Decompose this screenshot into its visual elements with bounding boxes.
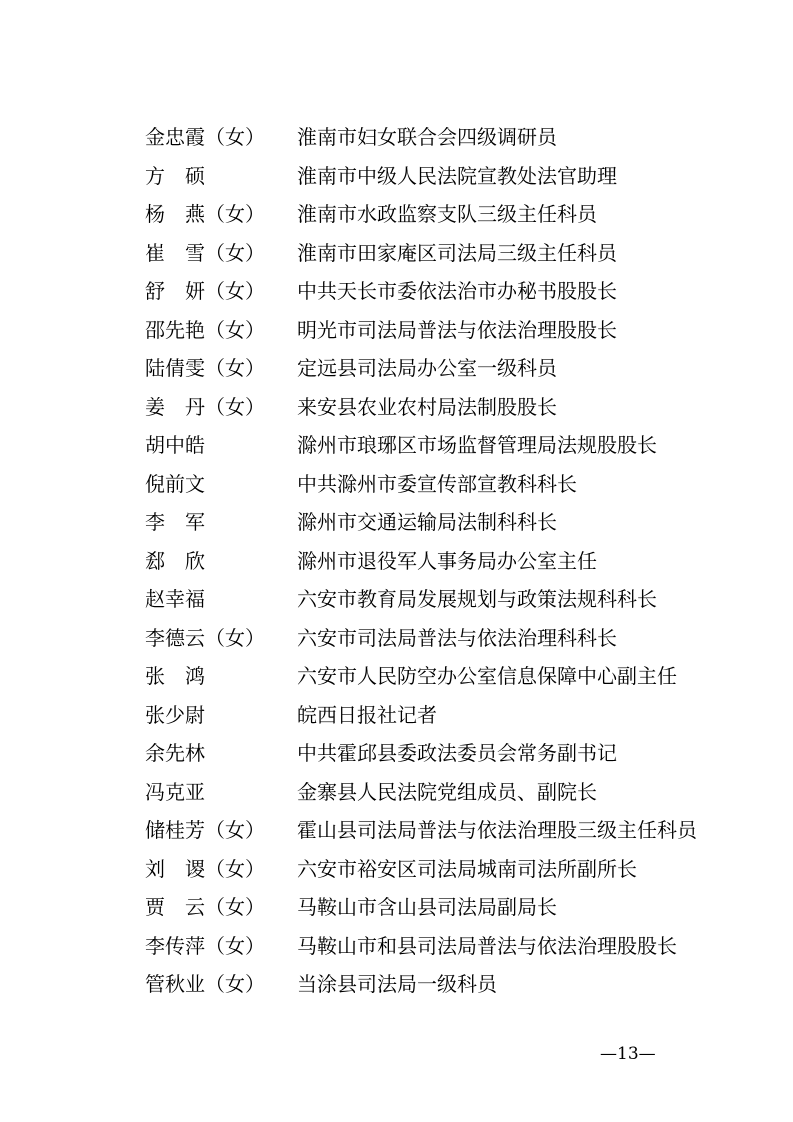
person-title: 六安市裕安区司法局城南司法所副所长	[297, 856, 637, 881]
person-name: 赵幸福	[145, 587, 205, 611]
page-number: —13—	[600, 1044, 656, 1064]
person-title: 明光市司法局普法与依法治理股股长	[297, 317, 617, 342]
person-title: 六安市教育局发展规划与政策法规科科长	[297, 587, 657, 611]
person-title: 淮南市水政监察支队三级主任科员	[297, 202, 597, 226]
list-item	[145, 811, 745, 850]
person-title: 滁州市退役军人事务局办公室主任	[297, 548, 597, 573]
person-name: 余先林	[145, 741, 205, 765]
person-name: 金忠霞（女）	[145, 125, 265, 149]
person-name: 邵先艳（女）	[145, 317, 265, 342]
person-name: 胡中皓	[145, 433, 205, 457]
person-title: 六安市司法局普法与依法治理科科长	[297, 625, 617, 650]
list-item	[145, 542, 745, 581]
list-item	[145, 426, 745, 465]
person-name: 李 军	[145, 510, 205, 534]
list-item	[145, 696, 745, 735]
person-name: 崔 雪（女）	[145, 240, 265, 265]
person-title: 马鞍山市含山县司法局副局长	[297, 895, 557, 919]
person-title: 中共天长市委依法治市办秘书股股长	[297, 279, 617, 303]
person-name: 姜 丹（女）	[145, 394, 265, 419]
person-name: 杨 燕（女）	[145, 202, 265, 226]
person-title: 淮南市妇女联合会四级调研员	[297, 125, 557, 149]
list-item	[145, 195, 745, 234]
list-item	[145, 388, 745, 427]
list-item	[145, 234, 745, 273]
person-name: 张少尉	[145, 702, 205, 727]
list-item	[145, 118, 745, 157]
list-item	[145, 734, 745, 773]
list-item	[145, 503, 745, 542]
list-item	[145, 311, 745, 350]
person-name: 李传萍（女）	[145, 933, 265, 958]
person-name: 贾 云（女）	[145, 895, 265, 919]
list-item	[145, 927, 745, 966]
list-item	[145, 272, 745, 311]
person-name: 倪前文	[145, 471, 205, 496]
person-title: 定远县司法局办公室一级科员	[297, 356, 557, 380]
person-title: 六安市人民防空办公室信息保障中心副主任	[297, 664, 677, 688]
list-item	[145, 619, 745, 658]
person-name: 张 鸿	[145, 664, 205, 688]
person-name: 郄 欣	[145, 548, 205, 573]
person-title: 中共滁州市委宣传部宣教科科长	[297, 471, 577, 496]
person-title: 来安县农业农村局法制股股长	[297, 394, 557, 419]
list-item	[145, 465, 745, 504]
person-title: 马鞍山市和县司法局普法与依法治理股股长	[297, 933, 677, 958]
list-item	[145, 965, 745, 1004]
person-name: 陆倩雯（女）	[145, 356, 265, 380]
person-title: 滁州市琅琊区市场监督管理局法规股股长	[297, 433, 657, 457]
list-item	[145, 157, 745, 196]
person-title: 金寨县人民法院党组成员、副院长	[297, 779, 597, 804]
person-name: 方 硕	[145, 163, 205, 188]
list-item	[145, 657, 745, 696]
list-item	[145, 888, 745, 927]
list-item	[145, 580, 745, 619]
person-title: 淮南市中级人民法院宣教处法官助理	[297, 163, 617, 188]
person-title: 当涂县司法局一级科员	[297, 972, 497, 996]
person-name: 冯克亚	[145, 779, 205, 804]
list-item	[145, 349, 745, 388]
person-name: 管秋业（女）	[145, 972, 265, 996]
person-name: 储桂芳（女）	[145, 818, 265, 842]
person-title: 中共霍邱县委政法委员会常务副书记	[297, 741, 617, 765]
name-list	[145, 118, 745, 1004]
person-title: 滁州市交通运输局法制科科长	[297, 510, 557, 534]
list-item	[145, 850, 745, 889]
person-name: 刘 谡（女）	[145, 856, 265, 881]
person-title: 皖西日报社记者	[297, 702, 437, 727]
list-item	[145, 773, 745, 812]
person-title: 淮南市田家庵区司法局三级主任科员	[297, 240, 617, 265]
person-name: 李德云（女）	[145, 625, 265, 650]
person-name: 舒 妍（女）	[145, 279, 265, 303]
person-title: 霍山县司法局普法与依法治理股三级主任科员	[297, 818, 697, 842]
